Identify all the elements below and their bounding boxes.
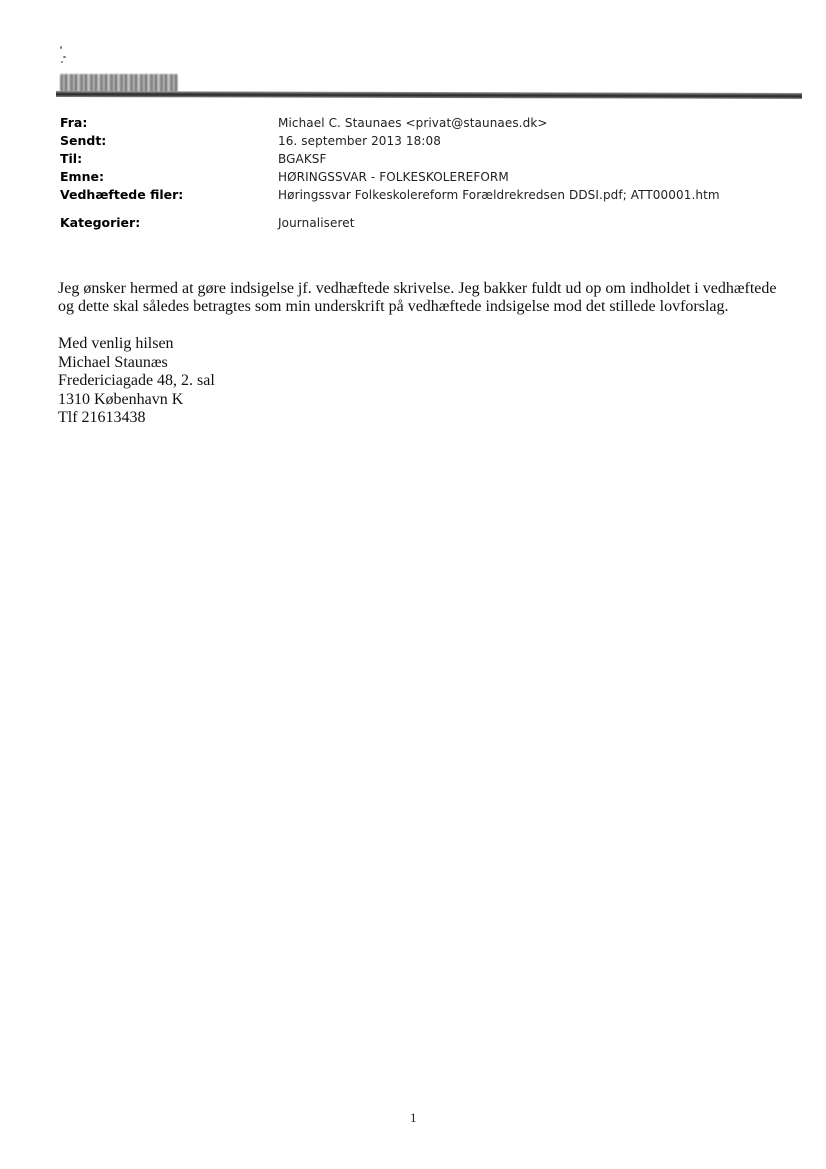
- sent-value: 16. september 2013 18:08: [278, 134, 442, 148]
- signature-phone: Tlf 21613438: [58, 409, 146, 426]
- to-label: Til:: [60, 151, 83, 166]
- signature-block: [58, 335, 215, 428]
- email-body: [58, 280, 786, 316]
- page-number: 1: [410, 1110, 417, 1125]
- header-row-to: [60, 150, 760, 168]
- header-row-category: [60, 214, 760, 232]
- body-paragraph: Jeg ønsker hermed at gøre indsigelse jf. vedhæftede skrivelse. Jeg bakker fuldt ud op om indholdet i vedhæftede og dette skal således betragtes som min underskrift på vedhæftede indsigelse mod det stillede lovforslag.: [58, 280, 777, 315]
- signature-street: Fredericiagade 48, 2. sal: [58, 372, 215, 389]
- header-row-subject: [60, 168, 760, 186]
- from-label: Fra:: [60, 115, 88, 130]
- letterhead-logo-smudge: [60, 74, 178, 92]
- subject-value: HØRINGSSVAR - FOLKESKOLEREFORM: [278, 170, 509, 184]
- header-row-from: [60, 114, 760, 132]
- header-divider: [56, 91, 802, 99]
- attachments-label: Vedhæftede filer:: [60, 187, 184, 202]
- to-value: BGAKSF: [278, 152, 327, 166]
- header-row-sent: [60, 132, 760, 150]
- category-value: Journaliseret: [278, 216, 355, 230]
- sent-label: Sendt:: [60, 133, 107, 148]
- attachments-value: Høringssvar Folkeskolereform Forældrekredsen DDSI.pdf; ATT00001.htm: [278, 188, 720, 202]
- header-row-attachments: [60, 186, 760, 204]
- scan-artifact: [58, 46, 70, 66]
- from-value: Michael C. Staunaes <privat@staunaes.dk>: [278, 116, 548, 130]
- signature-city: 1310 København K: [58, 390, 184, 408]
- category-label: Kategorier:: [60, 215, 141, 230]
- signature-name: Michael Staunæs: [58, 353, 168, 371]
- subject-label: Emne:: [60, 169, 104, 184]
- signature-greeting: Med venlig hilsen: [58, 335, 174, 352]
- email-header: [60, 114, 760, 232]
